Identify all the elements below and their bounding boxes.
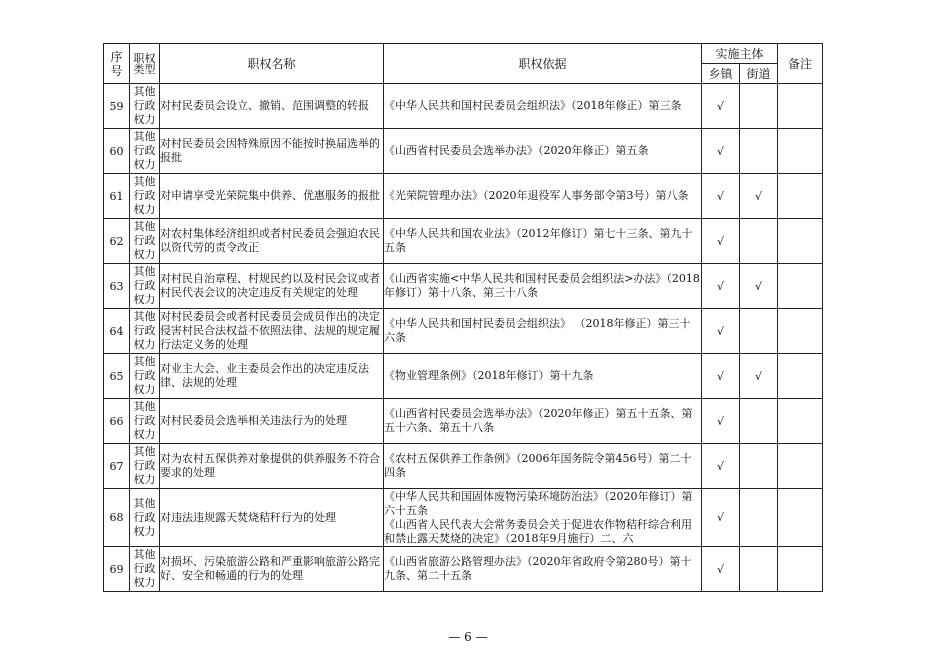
row-number-text: 60: [109, 144, 124, 158]
table-row: [104, 309, 823, 354]
row-town-check: [702, 129, 740, 174]
row-name-text: 对村民委员会或者村民委员会成员作出的决定侵害村民合法权益不依照法律、法规的规定履行法定义务的处理: [160, 310, 380, 351]
row-basis-text: 《山西省实施<中华人民共和国村民委员会组织法>办法》（2018年修订）第十八条、第三十八条: [384, 272, 700, 299]
table-row: [104, 174, 823, 219]
row-street-check-text: √: [755, 369, 763, 383]
row-remark: [778, 444, 823, 489]
row-name: [160, 444, 384, 489]
row-remark: [778, 309, 823, 354]
row-name-text: 对村民委员会选举相关违法行为的处理: [160, 414, 347, 427]
row-number-text: 61: [109, 189, 124, 203]
row-type: [130, 219, 160, 264]
row-basis: [384, 129, 702, 174]
row-name: [160, 129, 384, 174]
row-name: [160, 219, 384, 264]
header-remark: 备注: [778, 44, 823, 84]
row-town-check-text: √: [716, 189, 724, 203]
row-name-text: 对为农村五保供养对象提供的供养服务不符合要求的处理: [160, 452, 380, 479]
row-basis: [384, 547, 702, 592]
header-town: 乡镇: [702, 64, 740, 84]
row-name-text: 对违法违规露天焚烧秸秆行为的处理: [160, 510, 336, 524]
row-name: [160, 264, 384, 309]
row-town-check: [702, 547, 740, 592]
row-name-text: 对村民自治章程、村规民约以及村民会议或者村民代表会议的决定违反有关规定的处理: [160, 272, 380, 299]
row-street-check: [740, 84, 778, 129]
row-name-text: 对业主大会、业主委员会作出的决定违反法律、法规的处理: [160, 362, 369, 389]
header-basis: 职权依据: [384, 44, 702, 84]
row-name-text: 对村民委员会因特殊原因不能按时换届选举的报批: [160, 137, 380, 164]
page-number: — 6 —: [448, 630, 488, 644]
row-remark: [778, 399, 823, 444]
row-basis: [384, 354, 702, 399]
row-street-check: [740, 489, 778, 547]
row-name: [160, 309, 384, 354]
row-town-check-text: √: [716, 144, 724, 158]
row-town-check-text: √: [716, 324, 724, 338]
table-row: [104, 264, 823, 309]
row-type-text: 其他行政权力: [133, 85, 156, 126]
row-basis-text: 《山西省旅游公路管理办法》（2020年省政府令第280号）第十九条、第二十五条: [384, 555, 692, 582]
row-number: [104, 264, 130, 309]
row-remark: [778, 84, 823, 129]
row-number: [104, 547, 130, 592]
table-row: [104, 489, 823, 547]
row-remark: [778, 354, 823, 399]
row-basis: [384, 219, 702, 264]
row-number-text: 65: [109, 369, 124, 383]
row-street-check: [740, 264, 778, 309]
row-type: [130, 174, 160, 219]
row-name-text: 对村民委员会设立、撤销、范围调整的转报: [160, 99, 369, 112]
row-street-check: [740, 174, 778, 219]
row-basis: [384, 489, 702, 547]
header-type: 职权类型: [130, 44, 160, 84]
table-row: [104, 219, 823, 264]
row-name-text: 对申请享受光荣院集中供养、优惠服务的报批: [160, 189, 380, 202]
row-number-text: 68: [109, 511, 124, 524]
row-street-check: [740, 309, 778, 354]
row-number: [104, 489, 130, 547]
row-remark: [778, 489, 823, 547]
row-type: [130, 489, 160, 547]
row-number-text: 67: [109, 459, 124, 473]
row-number: [104, 174, 130, 219]
header-street: 街道: [740, 64, 778, 84]
row-town-check-text: √: [716, 562, 724, 576]
header-subject: 实施主体: [702, 44, 778, 64]
power-list-table: [103, 43, 823, 592]
row-number: [104, 84, 130, 129]
row-street-check: [740, 399, 778, 444]
row-remark: [778, 547, 823, 592]
row-type-text: 其他行政权力: [133, 130, 156, 171]
row-street-check: [740, 354, 778, 399]
row-town-check: [702, 399, 740, 444]
row-town-check: [702, 309, 740, 354]
row-town-check: [702, 174, 740, 219]
table-row: [104, 129, 823, 174]
row-town-check-text: √: [716, 99, 724, 113]
row-type: [130, 84, 160, 129]
row-town-check: [702, 219, 740, 264]
row-basis-text: 《山西省村民委员会选举办法》（2020年修正）第五条: [384, 144, 649, 157]
row-basis-text: 《中华人民共和国固体废物污染环境防治法》（2020年修订）第六十五条 《山西省人民代表大会常务委员会关于促进农作物秸秆综合利用和禁止露天焚烧的决定》（2018年9月施行）二、六: [384, 489, 693, 545]
table-row: [104, 354, 823, 399]
row-street-check: [740, 444, 778, 489]
row-number-text: 62: [109, 234, 124, 248]
row-type-text: 其他行政权力: [133, 400, 156, 441]
row-name-text: 对损坏、污染旅游公路和严重影响旅游公路完好、安全和畅通的行为的处理: [160, 555, 380, 582]
row-town-check-text: √: [716, 369, 724, 383]
row-street-check: [740, 129, 778, 174]
table-row: [104, 547, 823, 592]
row-basis: [384, 399, 702, 444]
row-type-text: 其他行政权力: [133, 548, 156, 589]
row-basis: [384, 264, 702, 309]
row-type-text: 其他行政权力: [133, 445, 156, 486]
row-town-check: [702, 489, 740, 547]
row-type-text: 其他行政权力: [133, 265, 156, 306]
row-number: [104, 309, 130, 354]
row-type: [130, 129, 160, 174]
row-number-text: 69: [109, 562, 124, 576]
row-number-text: 66: [109, 414, 124, 428]
row-name: [160, 84, 384, 129]
row-remark: [778, 219, 823, 264]
row-type-text: 其他行政权力: [133, 496, 156, 538]
row-town-check-text: √: [716, 511, 724, 524]
row-street-check: [740, 219, 778, 264]
row-town-check-text: √: [716, 459, 724, 473]
row-basis: [384, 309, 702, 354]
row-number-text: 63: [109, 279, 124, 293]
row-number: [104, 219, 130, 264]
row-remark: [778, 129, 823, 174]
row-number: [104, 399, 130, 444]
row-basis-text: 《农村五保供养工作条例》（2006年国务院令第456号）第二十四条: [384, 452, 692, 479]
row-type: [130, 309, 160, 354]
row-type: [130, 264, 160, 309]
row-type: [130, 354, 160, 399]
row-number-text: 64: [109, 324, 124, 338]
row-number: [104, 444, 130, 489]
header-no: 序号: [104, 44, 130, 84]
row-basis-text: 《物业管理条例》（2018年修订）第十九条: [384, 369, 594, 382]
row-basis: [384, 444, 702, 489]
row-name: [160, 547, 384, 592]
row-type: [130, 444, 160, 489]
row-name-text: 对农村集体经济组织或者村民委员会强迫农民以资代劳的责令改正: [160, 227, 380, 254]
row-street-check-text: √: [755, 279, 763, 293]
table-body: [104, 84, 823, 592]
row-type-text: 其他行政权力: [133, 220, 156, 261]
header-name: 职权名称: [160, 44, 384, 84]
row-town-check: [702, 354, 740, 399]
row-type: [130, 399, 160, 444]
row-street-check: [740, 547, 778, 592]
row-town-check: [702, 84, 740, 129]
row-basis-text: 《中华人民共和国村民委员会组织法》（2018年修正）第三条: [384, 99, 682, 112]
row-name: [160, 399, 384, 444]
row-name: [160, 489, 384, 547]
row-number: [104, 354, 130, 399]
row-name: [160, 174, 384, 219]
row-town-check: [702, 444, 740, 489]
row-town-check-text: √: [716, 234, 724, 248]
row-town-check-text: √: [716, 414, 724, 428]
row-town-check-text: √: [716, 279, 724, 293]
table-row: [104, 444, 823, 489]
row-town-check: [702, 264, 740, 309]
table-row: [104, 399, 823, 444]
row-type-text: 其他行政权力: [133, 310, 156, 351]
row-basis-text: 《山西省村民委员会选举办法》（2020年修正）第五十五条、第五十六条、第五十八条: [384, 407, 693, 434]
row-name: [160, 354, 384, 399]
row-basis-text: 《中华人民共和国村民委员会组织法》 （2018年修正）第三十六条: [384, 317, 691, 344]
row-type-text: 其他行政权力: [133, 355, 156, 396]
row-basis-text: 《光荣院管理办法》（2020年退役军人事务部令第3号）第八条: [384, 189, 689, 202]
table-row: [104, 84, 823, 129]
row-type: [130, 547, 160, 592]
row-type-text: 其他行政权力: [133, 175, 156, 216]
row-remark: [778, 264, 823, 309]
row-remark: [778, 174, 823, 219]
row-number-text: 59: [109, 99, 124, 113]
row-basis: [384, 174, 702, 219]
row-basis: [384, 84, 702, 129]
row-number: [104, 129, 130, 174]
row-street-check-text: √: [755, 189, 763, 203]
row-basis-text: 《中华人民共和国农业法》（2012年修订）第七十三条、第九十五条: [384, 227, 693, 254]
